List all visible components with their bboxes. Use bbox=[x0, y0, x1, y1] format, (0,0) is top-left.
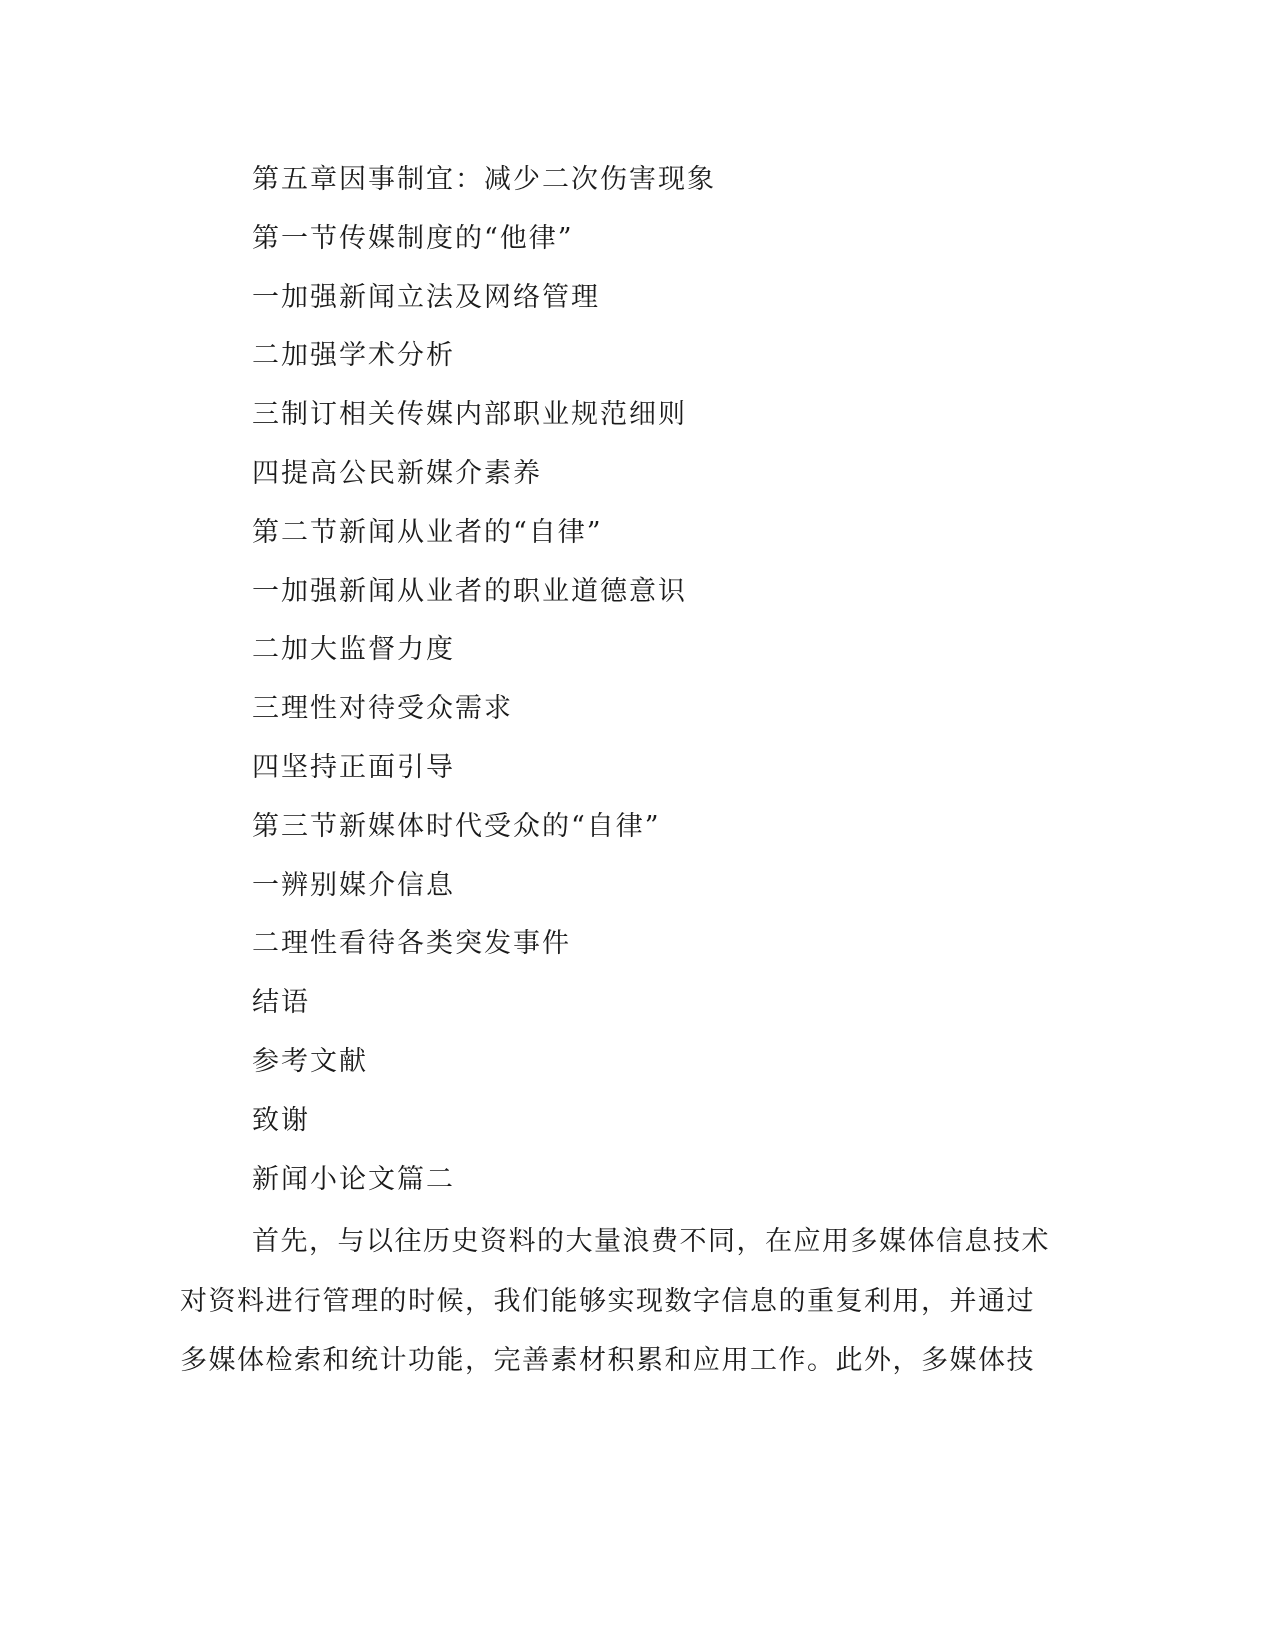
toc-item: 三理性对待受众需求 bbox=[252, 693, 513, 725]
toc-item: 三制订相关传媒内部职业规范细则 bbox=[252, 399, 687, 431]
toc-section-heading: 第三节新媒体时代受众的“自律” bbox=[252, 810, 661, 842]
body-paragraph bbox=[180, 1212, 1060, 1391]
toc-item: 四提高公民新媒介素养 bbox=[252, 457, 542, 489]
toc-references: 参考文献 bbox=[252, 1045, 368, 1077]
toc-section-heading: 第一节传媒制度的“他律” bbox=[252, 222, 574, 254]
toc-item: 二加强学术分析 bbox=[252, 340, 455, 372]
paragraph-line: 对资料进行管理的时候，我们能够实现数字信息的重复利用，并通过 bbox=[180, 1285, 1035, 1317]
toc-acknowledgements: 致谢 bbox=[252, 1104, 310, 1136]
toc-section-heading: 第二节新闻从业者的“自律” bbox=[252, 516, 603, 548]
toc-item: 二理性看待各类突发事件 bbox=[252, 928, 571, 960]
toc-item: 一辨别媒介信息 bbox=[252, 869, 455, 901]
toc-item: 一加强新闻立法及网络管理 bbox=[252, 281, 600, 313]
article-title: 新闻小论文篇二 bbox=[252, 1163, 455, 1195]
toc-item: 四坚持正面引导 bbox=[252, 751, 455, 783]
paragraph-line: 多媒体检索和统计功能，完善素材积累和应用工作。此外，多媒体技 bbox=[180, 1345, 1035, 1376]
toc-item: 一加强新闻从业者的职业道德意识 bbox=[252, 575, 687, 607]
paragraph-line: 首先，与以往历史资料的大量浪费不同，在应用多媒体信息技术 bbox=[252, 1226, 1050, 1257]
toc-conclusion: 结语 bbox=[252, 987, 310, 1019]
table-of-contents bbox=[252, 158, 1112, 1216]
toc-item: 二加大监督力度 bbox=[252, 634, 455, 666]
toc-chapter-heading: 第五章因事制宜：减少二次伤害现象 bbox=[252, 164, 716, 195]
